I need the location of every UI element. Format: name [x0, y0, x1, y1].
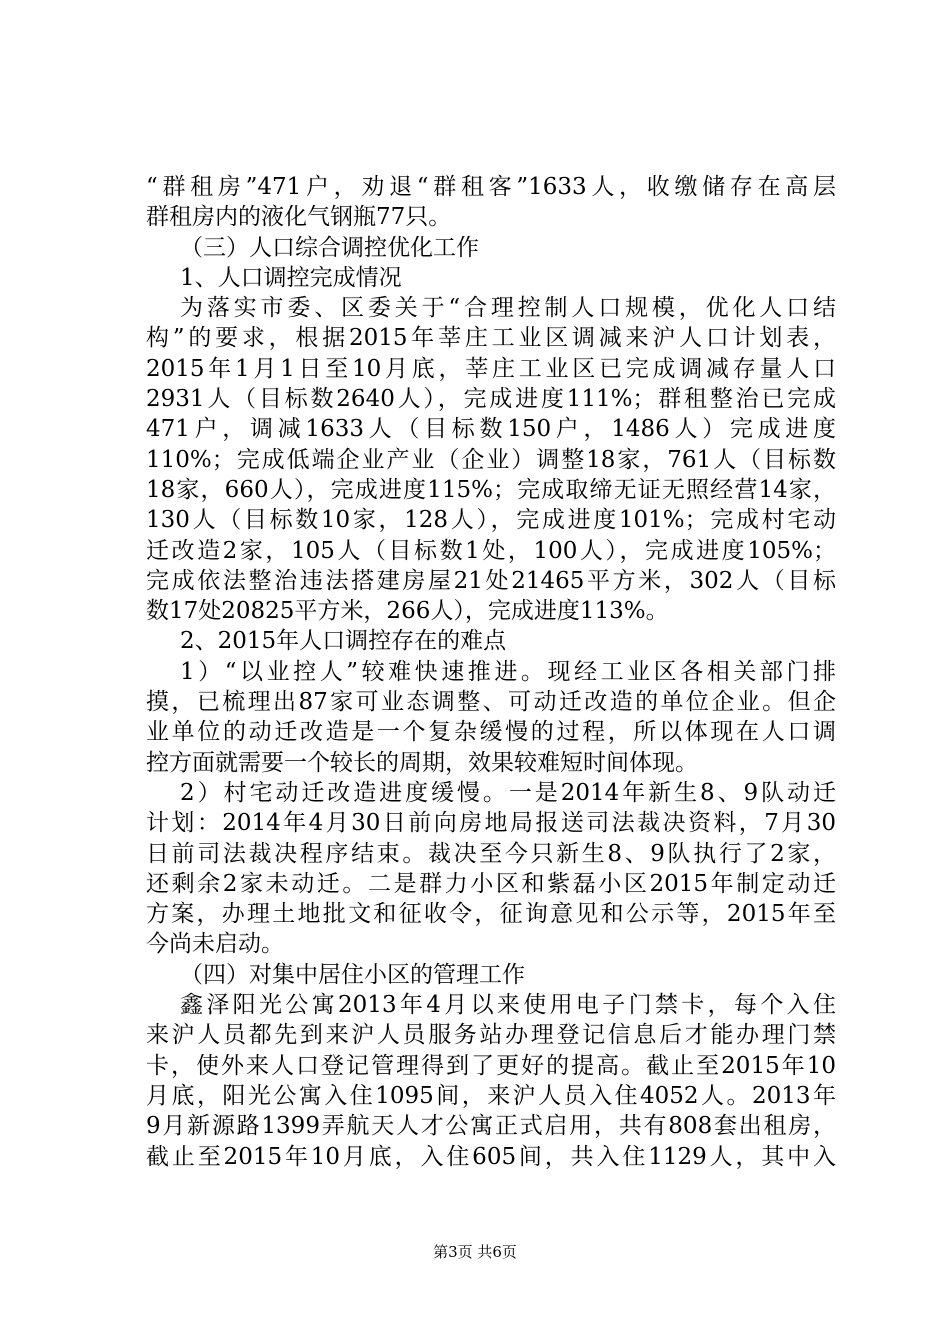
- text-line: 控方面就需要一个较长的周期，效果较难短时间体现。: [146, 749, 698, 776]
- text-line: 方案，办理土地批文和征收令，征询意见和公示等，2015年至: [146, 901, 836, 928]
- text-line: 群租房内的液化气钢瓶77只。: [146, 204, 452, 231]
- text-line: （四）对集中居住小区的管理工作: [180, 961, 525, 988]
- text-line: 月底，阳光公寓入住1095间，来沪人员入住4052人。2013年: [146, 1082, 836, 1109]
- paragraph-lines: [146, 172, 836, 1172]
- text-line: 471户，调减1633人（目标数150户，1486人）完成进度: [146, 416, 836, 443]
- text-line: 摸，已梳理出87家可业态调整、可动迁改造的单位企业。但企: [146, 689, 836, 716]
- text-line: 来沪人员都先到来沪人员服务站办理登记信息后才能办理门禁: [146, 1022, 836, 1049]
- text-line: 1）“以业控人”较难快速推进。现经工业区各相关部门排: [180, 658, 836, 685]
- text-line: 业单位的动迁改造是一个复杂缓慢的过程，所以体现在人口调: [146, 719, 836, 746]
- text-line: 2、2015年人口调控存在的难点: [180, 628, 507, 655]
- document-body: [146, 172, 836, 1172]
- text-line: 今尚未启动。: [146, 931, 284, 958]
- page-number: 第3页 共6页: [433, 1243, 517, 1261]
- text-line: 计划：2014年4月30日前向房地局报送司法裁决资料，7月30: [146, 810, 836, 837]
- text-line: 完成依法整治违法搭建房屋21处21465平方米，302人（目标: [146, 567, 836, 594]
- text-line: 2）村宅动迁改造进度缓慢。一是2014年新生8、9队动迁: [180, 779, 836, 806]
- text-line: 日前司法裁决程序结束。裁决至今只新生8、9队执行了2家，: [146, 840, 836, 867]
- text-line: 18家，660人），完成进度115%；完成取缔无证无照经营14家，: [146, 476, 836, 503]
- text-line: 1、人口调控完成情况: [180, 264, 402, 291]
- text-line: 截止至2015年10月底，入住605间，共入住1129人，其中入: [146, 1143, 836, 1170]
- text-line: 还剩余2家未动迁。二是群力小区和紫磊小区2015年制定动迁: [146, 870, 836, 897]
- text-line: 数17处20825平方米，266人），完成进度113%。: [146, 598, 669, 625]
- page-footer: [0, 1242, 950, 1262]
- text-line: 卡，使外来人口登记管理得到了更好的提高。截止至2015年10: [146, 1052, 836, 1079]
- text-line: 110%；完成低端企业产业（企业）调整18家，761人（目标数: [146, 446, 836, 473]
- text-line: 构”的要求，根据2015年莘庄工业区调减来沪人口计划表，: [146, 325, 836, 352]
- text-line: 2015年1月1日至10月底，莘庄工业区已完成调减存量人口: [146, 355, 836, 382]
- text-line: 2931人（目标数2640人），完成进度111%；群租整治已完成: [146, 386, 836, 413]
- text-line: 迁改造2家，105人（目标数1处，100人），完成进度105%；: [146, 537, 836, 564]
- text-line: （三）人口综合调控优化工作: [180, 234, 479, 261]
- text-line: 130人（目标数10家，128人），完成进度101%；完成村宅动: [146, 507, 836, 534]
- text-line: 9月新源路1399弄航天人才公寓正式启用，共有808套出租房，: [146, 1113, 836, 1140]
- text-line: 鑫泽阳光公寓2013年4月以来使用电子门禁卡，每个入住: [180, 992, 836, 1019]
- text-line: “群租房”471户，劝退“群租客”1633人，收缴储存在高层: [146, 174, 836, 200]
- text-line: 为落实市委、区委关于“合理控制人口规模，优化人口结: [180, 295, 836, 322]
